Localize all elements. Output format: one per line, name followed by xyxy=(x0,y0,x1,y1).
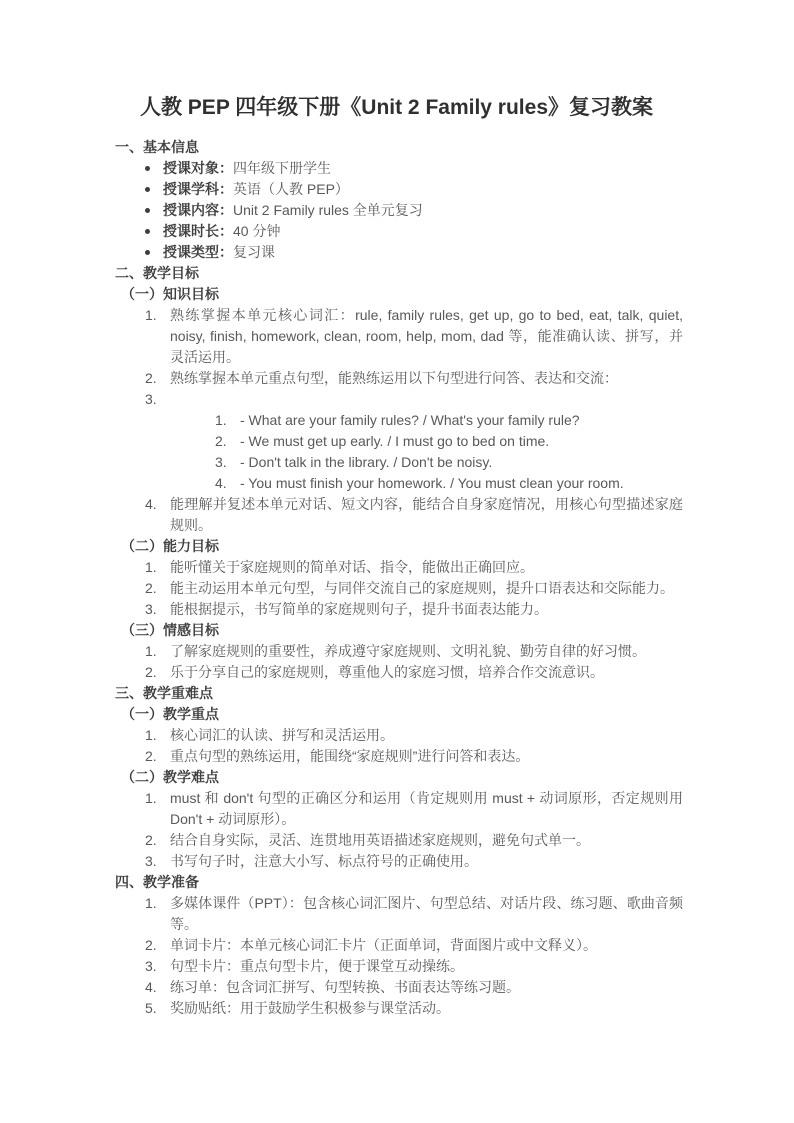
list-item-number: 2. xyxy=(145,664,157,680)
list-item-text: 奖励贴纸：用于鼓励学生积极参与课堂活动。 xyxy=(170,1000,450,1016)
list-item-number: 5. xyxy=(145,1000,157,1016)
list-item xyxy=(110,830,683,851)
list-item-text: 单词卡片：本单元核心词汇卡片（正面单词，背面图片或中文释义）。 xyxy=(170,937,597,953)
info-label: 授课类型： xyxy=(163,244,233,260)
list-item xyxy=(110,221,683,242)
list-item xyxy=(110,452,683,473)
section-heading-goals: 二、教学目标 xyxy=(115,265,199,281)
list-item-text: 能主动运用本单元句型，与同伴交流自己的家庭规则，提升口语表达和交际能力。 xyxy=(170,580,674,596)
list-item-number: 2. xyxy=(145,370,157,386)
list-item-number: 1. xyxy=(145,727,157,743)
subsection-heading-difficulty: （二）教学难点 xyxy=(121,769,219,785)
list-item xyxy=(110,410,683,431)
list-item xyxy=(110,557,683,578)
list-item xyxy=(110,788,683,830)
list-item-number: 1. xyxy=(145,559,157,575)
list-item-number: 1. xyxy=(145,307,157,323)
list-item-number: 3. xyxy=(145,391,157,407)
list-item-number: 2. xyxy=(145,937,157,953)
list-item xyxy=(110,956,683,977)
info-value: 英语（人教 PEP） xyxy=(233,181,349,197)
list-item xyxy=(110,641,683,662)
list-item-number: 1. xyxy=(215,412,227,428)
list-item-text: 结合自身实际，灵活、连贯地用英语描述家庭规则，避免句式单一。 xyxy=(170,832,590,848)
list-item-text: 熟练掌握本单元重点句型，能熟练运用以下句型进行问答、表达和交流： xyxy=(170,370,618,386)
list-item-text: 句型卡片：重点句型卡片，便于课堂互动操练。 xyxy=(170,958,464,974)
subsection-heading-ability: （二）能力目标 xyxy=(121,538,219,554)
bullet-icon xyxy=(145,229,150,234)
list-item xyxy=(110,725,683,746)
list-item-text: 书写句子时，注意大小写、标点符号的正确使用。 xyxy=(170,853,478,869)
list-item xyxy=(110,935,683,956)
list-item-number: 4. xyxy=(145,496,157,512)
list-item-text: - We must get up early. / I must go to bed on time. xyxy=(240,433,550,449)
subsection-heading-knowledge: （一）知识目标 xyxy=(121,286,219,302)
list-item-text: 核心词汇的认读、拼写和灵活运用。 xyxy=(170,727,394,743)
bullet-icon xyxy=(145,250,150,255)
section-heading-basic-info: 一、基本信息 xyxy=(115,139,199,155)
list-item-text: - You must finish your homework. / You must clean your room. xyxy=(240,475,624,491)
bullet-icon xyxy=(145,187,150,192)
list-item-text: 练习单：包含词汇拼写、句型转换、书面表达等练习题。 xyxy=(170,979,520,995)
list-item-number: 2. xyxy=(215,433,227,449)
list-item xyxy=(110,368,683,389)
list-item xyxy=(110,305,683,368)
list-item-number: 1. xyxy=(145,643,157,659)
list-item xyxy=(110,494,683,536)
list-item xyxy=(110,977,683,998)
list-item-number: 3. xyxy=(145,853,157,869)
list-item xyxy=(110,893,683,935)
list-item-text: 乐于分享自己的家庭规则，尊重他人的家庭习惯，培养合作交流意识。 xyxy=(170,664,604,680)
section-heading-key-points: 三、教学重难点 xyxy=(115,685,213,701)
info-value: Unit 2 Family rules 全单元复习 xyxy=(233,202,423,218)
list-item-text: - What are your family rules? / What's your family rule? xyxy=(240,412,580,428)
list-item-text: 能根据提示，书写简单的家庭规则句子，提升书面表达能力。 xyxy=(170,601,548,617)
list-item xyxy=(110,179,683,200)
list-item-number: 1. xyxy=(145,790,157,806)
bullet-icon xyxy=(145,208,150,213)
list-item-text: 熟练掌握本单元核心词汇：rule, family rules, get up, go to bed, eat, talk, quiet, noisy, finish, homework, clean, room, help, mom, dad 等，能准确认读、拼写，并灵活运用。 xyxy=(170,307,683,365)
list-item xyxy=(110,200,683,221)
info-value: 40 分钟 xyxy=(233,223,281,239)
list-item-number: 4. xyxy=(145,979,157,995)
list-item-number: 3. xyxy=(145,601,157,617)
list-item-number: 2. xyxy=(145,832,157,848)
info-label: 授课学科： xyxy=(163,181,233,197)
info-label: 授课时长： xyxy=(163,223,233,239)
list-item xyxy=(110,851,683,872)
list-item-text: 多媒体课件（PPT）：包含核心词汇图片、句型总结、对话片段、练习题、歌曲音频等。 xyxy=(170,895,683,932)
list-item xyxy=(110,242,683,263)
info-label: 授课内容： xyxy=(163,202,233,218)
info-value: 四年级下册学生 xyxy=(233,160,331,176)
list-item-number: 2. xyxy=(145,748,157,764)
list-item-number: 1. xyxy=(145,895,157,911)
list-item xyxy=(110,578,683,599)
bullet-icon xyxy=(145,166,150,171)
list-item xyxy=(110,662,683,683)
list-item-text: 能听懂关于家庭规则的简单对话、指令，能做出正确回应。 xyxy=(170,559,534,575)
list-item-number: 2. xyxy=(145,580,157,596)
subsection-heading-emotion: （三）情感目标 xyxy=(121,622,219,638)
list-item xyxy=(110,473,683,494)
list-item-number: 3. xyxy=(145,958,157,974)
list-item-text: - Don't talk in the library. / Don't be noisy. xyxy=(240,454,493,470)
list-item xyxy=(110,998,683,1019)
list-item xyxy=(110,158,683,179)
list-item-text: 重点句型的熟练运用，能围绕“家庭规则”进行问答和表达。 xyxy=(170,748,530,764)
list-item-number: 4. xyxy=(215,475,227,491)
list-item xyxy=(110,431,683,452)
list-item-text: must 和 don't 句型的正确区分和运用（肯定规则用 must + 动词原形，否定规则用 Don't + 动词原形）。 xyxy=(170,790,683,827)
list-item xyxy=(110,389,683,410)
info-value: 复习课 xyxy=(233,244,275,260)
list-item-text xyxy=(170,389,683,410)
document-title: 人教 PEP 四年级下册《Unit 2 Family rules》复习教案 xyxy=(139,96,654,119)
list-item-number: 3. xyxy=(215,454,227,470)
subsection-heading-focus: （一）教学重点 xyxy=(121,706,219,722)
list-item xyxy=(110,746,683,767)
section-heading-preparation: 四、教学准备 xyxy=(115,874,199,890)
list-item-text: 了解家庭规则的重要性，养成遵守家庭规则、文明礼貌、勤劳自律的好习惯。 xyxy=(170,643,646,659)
list-item xyxy=(110,599,683,620)
info-label: 授课对象： xyxy=(163,160,233,176)
list-item-text: 能理解并复述本单元对话、短文内容，能结合自身家庭情况，用核心句型描述家庭规则。 xyxy=(170,496,683,533)
